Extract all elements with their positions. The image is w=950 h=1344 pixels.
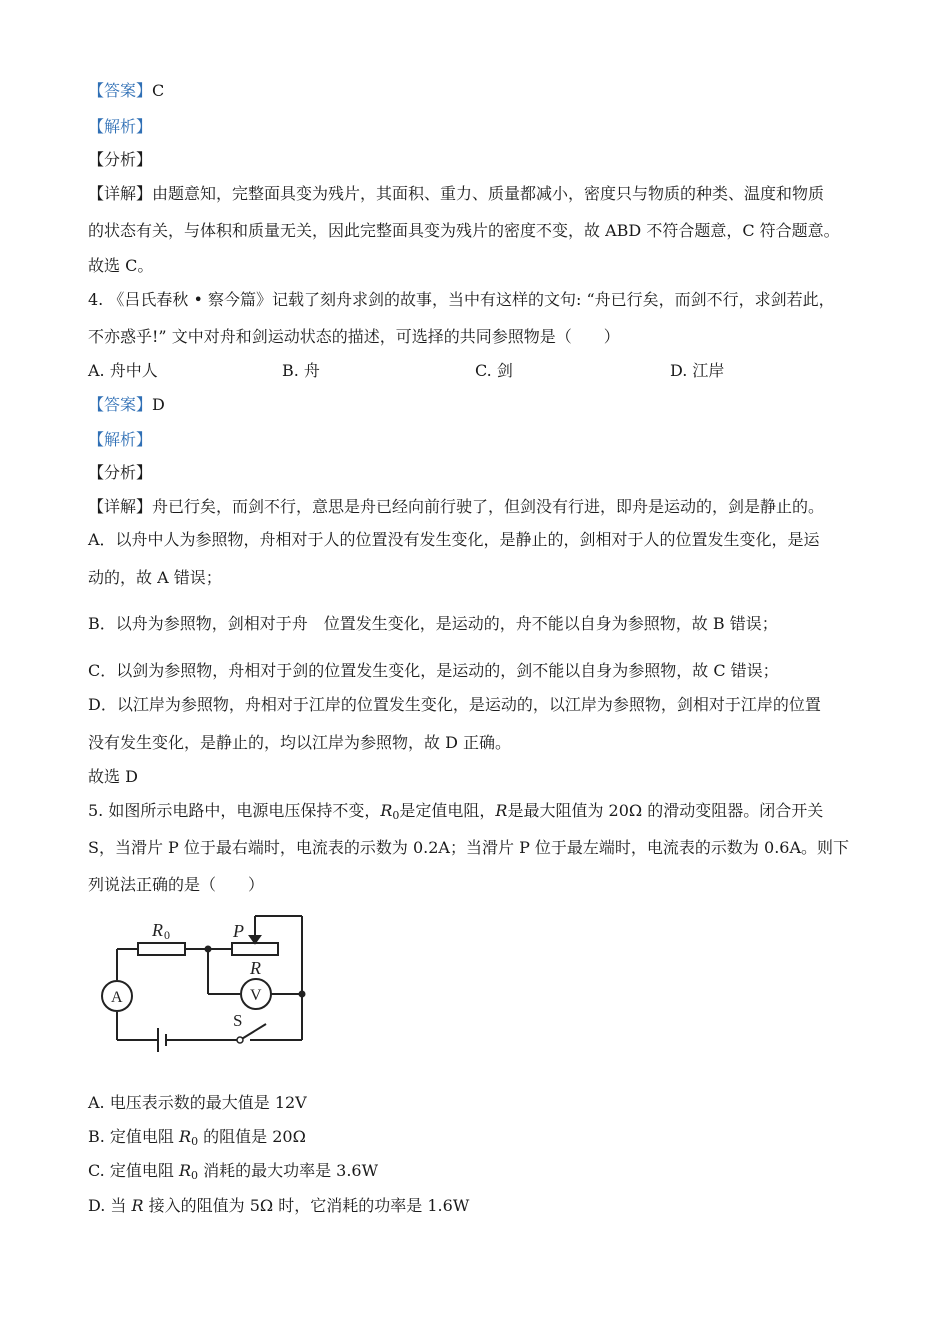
- label-r: R: [250, 958, 261, 978]
- r0-symbol: R: [380, 801, 393, 820]
- q4-explain-a1: A．以舟中人为参照物，舟相对于人的位置没有发生变化，是静止的，剑相对于人的位置发生变化，是运: [88, 530, 820, 549]
- rheostat-r: [232, 943, 278, 955]
- r-symbol: R: [131, 1196, 144, 1215]
- q5-stem-line2: S，当滑片 P 位于最右端时，电流表的示数为 0.2A；当滑片 P 位于最左端时，电流表的示数为 0.6A。则下: [88, 838, 850, 857]
- option-text: 的阻值是 20Ω: [198, 1127, 306, 1146]
- q4-fenxi-tag: 【分析】: [88, 463, 153, 482]
- resistor-r0: [138, 943, 185, 955]
- q3-analysis-tag: 【解析】: [88, 117, 153, 136]
- option-text: B. 定值电阻: [88, 1127, 180, 1146]
- stem-text: 是最大阻值为 20Ω 的滑动变阻器。闭合开关: [507, 801, 824, 820]
- q4-answer: [88, 393, 862, 417]
- q5-option-c: [88, 1159, 862, 1188]
- q5-option-b: [88, 1125, 862, 1154]
- option-text: D. 当: [88, 1196, 132, 1215]
- detail-tag: 【详解】: [88, 497, 153, 516]
- q3-answer: [88, 79, 862, 103]
- q4-option-a: A. 舟中人: [88, 361, 158, 380]
- q4-stem-line1: 4. 《吕氏春秋 • 察今篇》记载了刻舟求剑的故事，当中有这样的文句: “舟已行矣，而剑不行，求剑若此，: [88, 290, 835, 309]
- stem-text: 5. 如图所示电路中，电源电压保持不变，: [88, 801, 381, 820]
- q4-option-b: B. 舟: [282, 361, 320, 380]
- r0-symbol: R: [178, 1161, 191, 1180]
- option-text: C. 定值电阻: [88, 1161, 179, 1180]
- switch-pivot: [237, 1037, 243, 1043]
- detail-text: 由题意知，完整面具变为残片，其面积、重力、质量都减小，密度只与物质的种类、温度和物质: [152, 184, 825, 203]
- q5-option-a: A. 电压表示数的最大值是 12V: [88, 1093, 307, 1112]
- q4-stem-line2: 不亦惑乎!” 文中对舟和剑运动状态的描述，可选择的共同参照物是（ ）: [88, 327, 620, 346]
- option-text: 接入的阻值为 5Ω 时，它消耗的功率是 1.6W: [143, 1196, 470, 1215]
- label-r0: R: [152, 920, 163, 940]
- q4-analysis-tag: 【解析】: [88, 430, 153, 449]
- label-switch: S: [233, 1011, 243, 1030]
- r0-subscript: 0: [190, 1169, 198, 1182]
- stem-text: 是定值电阻，: [399, 801, 496, 820]
- label-ammeter: A: [111, 989, 123, 1006]
- q4-explain-d1: D．以江岸为参照物，舟相对于江岸的位置发生变化，是运动的，以江岸为参照物，剑相对于江岸的位置: [88, 695, 821, 714]
- q3-conclusion: 故选 C。: [88, 256, 154, 275]
- q5-option-d: [88, 1194, 862, 1218]
- q4-explain-c: C．以剑为参照物，舟相对于剑的位置发生变化，是运动的，剑不能以自身为参照物，故 C 错误；: [88, 661, 779, 680]
- r0-subscript: 0: [392, 809, 400, 822]
- label-r0-sub: 0: [164, 928, 170, 942]
- q3-detail-line2: 的状态有关，与体积和质量无关，因此完整面具变为残片的密度不变，故 ABD 不符合题意，C 符合题意。: [88, 221, 840, 240]
- q4-explain-b: B．以舟为参照物，剑相对于舟 位置发生变化，是运动的，舟不能以自身为参照物，故 B 错误；: [88, 614, 778, 633]
- label-voltmeter: V: [250, 987, 262, 1004]
- switch-blade: [240, 1024, 266, 1040]
- q4-explain-a2: 动的，故 A 错误；: [88, 568, 222, 587]
- junction-node: [205, 946, 212, 953]
- detail-tag: 【详解】: [88, 184, 153, 203]
- detail-text: 舟已行矣，而剑不行，意思是舟已经向前行驶了，但剑没有行进，即舟是运动的，剑是静止的。: [152, 497, 825, 516]
- q4-option-c: C. 剑: [475, 361, 513, 380]
- q4-detail-line1: [88, 495, 862, 519]
- q3-fenxi-tag: 【分析】: [88, 150, 153, 169]
- q5-stem-line3: 列说法正确的是（ ）: [88, 875, 265, 894]
- r0-symbol: R: [179, 1127, 192, 1146]
- r0-subscript: 0: [191, 1135, 199, 1148]
- circuit-diagram: [100, 912, 320, 1062]
- label-p: P: [233, 921, 244, 941]
- q4-explain-d2: 没有发生变化，是静止的，均以江岸为参照物，故 D 正确。: [88, 733, 512, 752]
- q5-stem-line1: [88, 799, 862, 828]
- q3-detail-line1: [88, 182, 862, 206]
- option-text: 消耗的最大功率是 3.6W: [197, 1161, 379, 1180]
- r-symbol: R: [495, 801, 508, 820]
- slider-arrow: [250, 936, 260, 943]
- answer-tag: 【答案】: [88, 81, 153, 100]
- answer-value: D: [152, 395, 165, 414]
- answer-tag: 【答案】: [88, 395, 153, 414]
- answer-value: C: [152, 81, 165, 100]
- q4-conclusion: 故选 D: [88, 767, 138, 786]
- junction-node: [299, 991, 306, 998]
- q4-option-d: D. 江岸: [670, 361, 725, 380]
